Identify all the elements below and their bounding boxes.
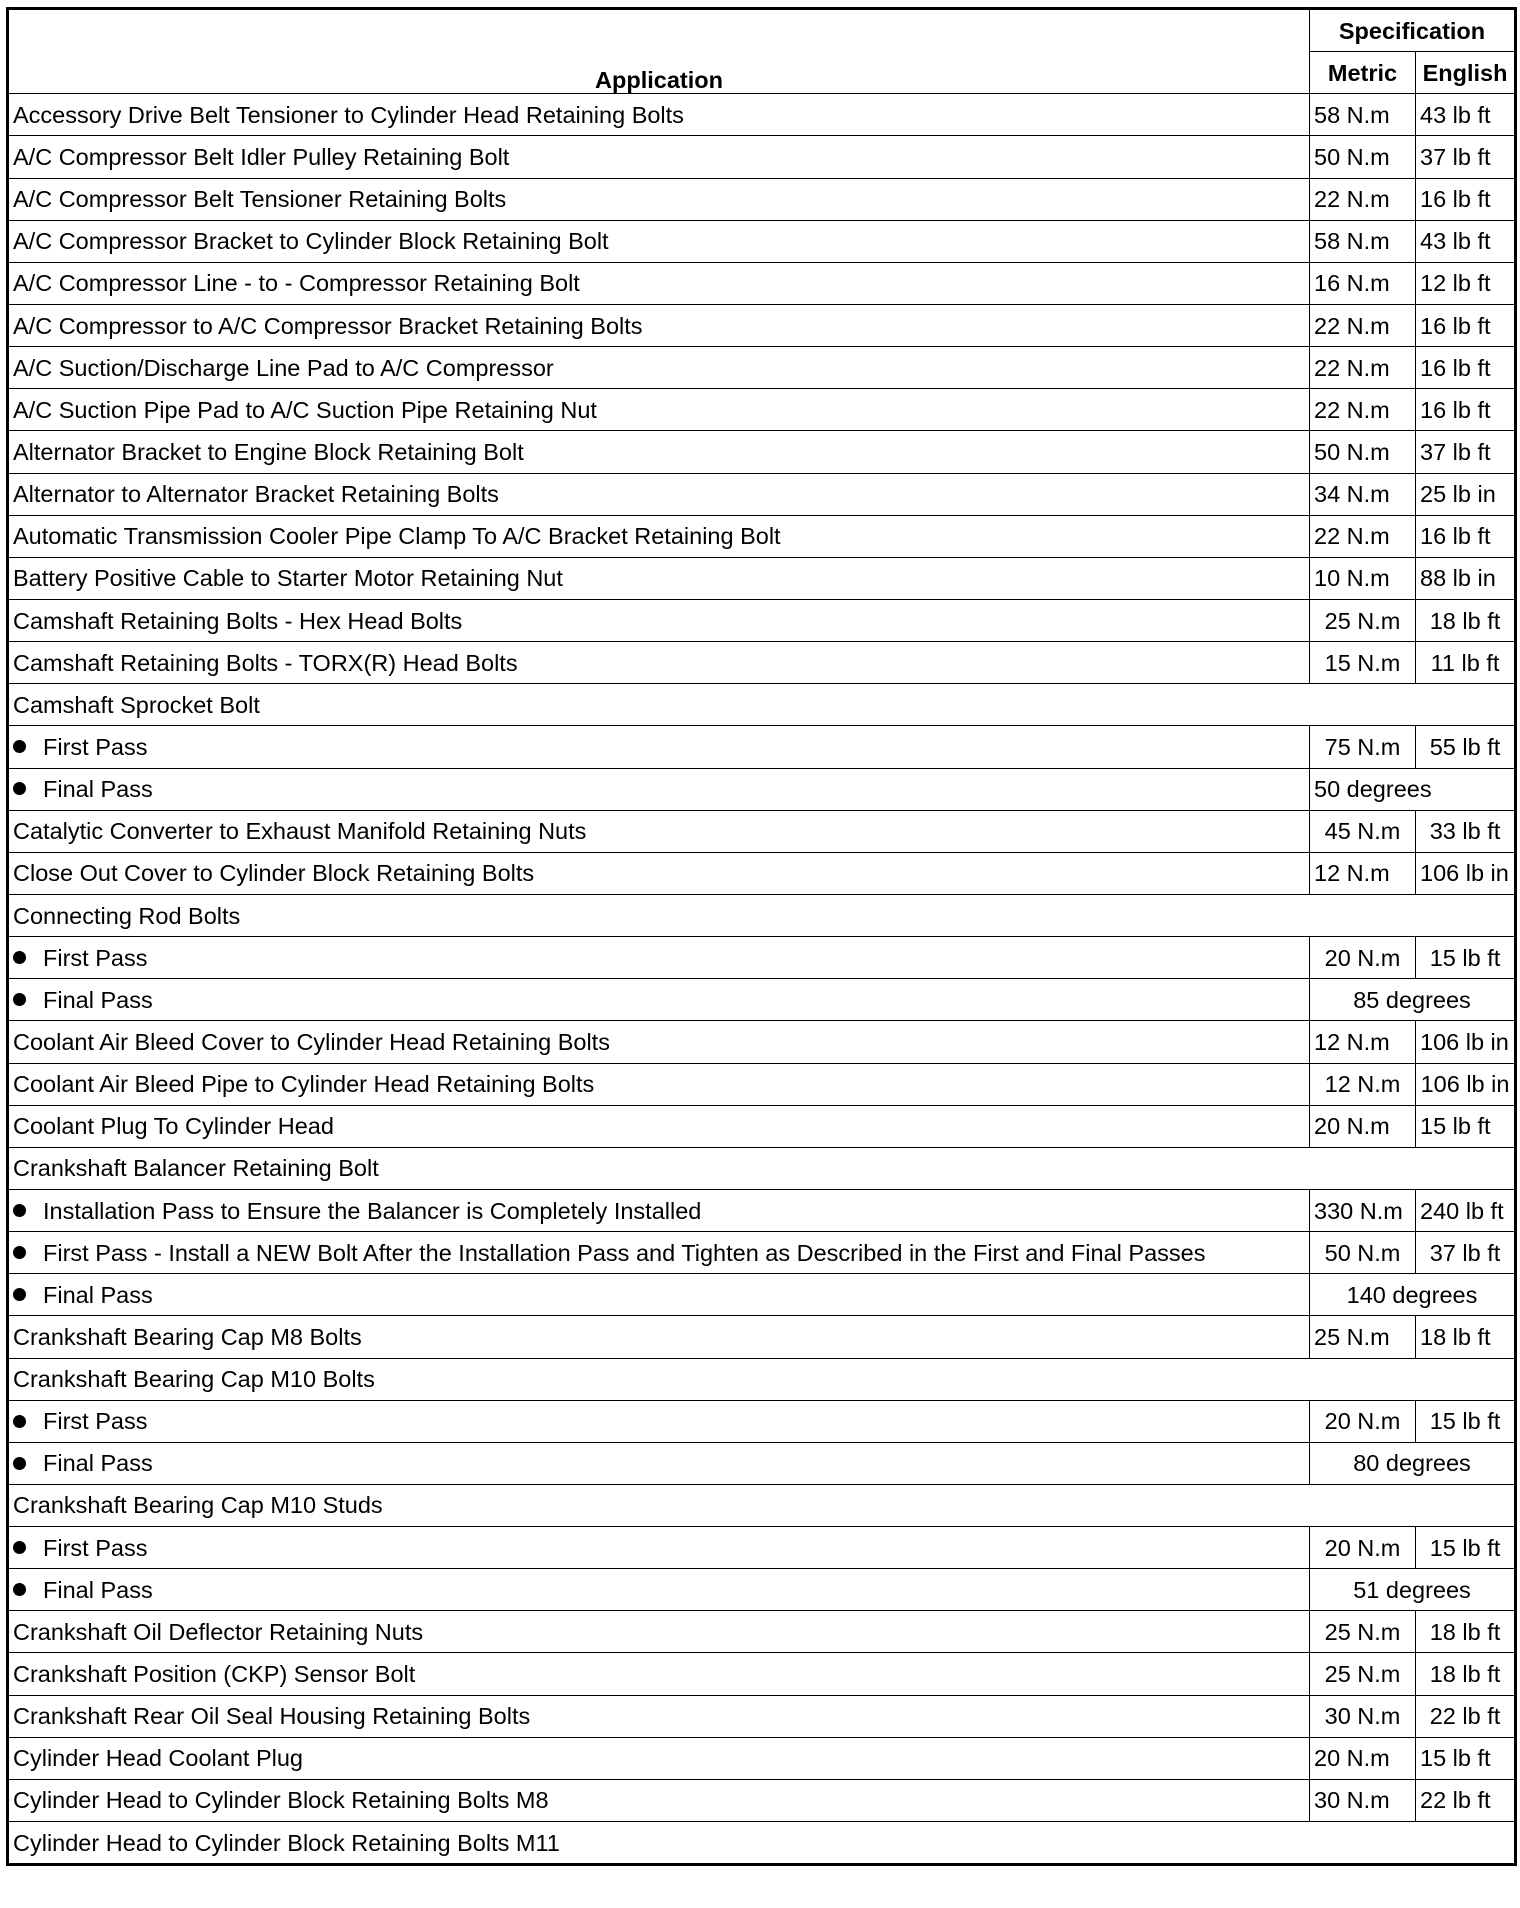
sub-step — [13, 1577, 153, 1603]
table-row — [8, 642, 1516, 684]
header-row-top — [8, 9, 1516, 52]
application-cell — [8, 1400, 1310, 1442]
table-row — [8, 1611, 1516, 1653]
bullet-icon — [13, 993, 26, 1006]
table-row — [8, 1400, 1516, 1442]
sub-step-label: First Pass — [43, 733, 148, 760]
table-row — [8, 473, 1516, 515]
metric-value: 58 N.m — [1310, 94, 1416, 136]
table-row — [8, 810, 1516, 852]
english-value: 18 lb ft — [1416, 1316, 1516, 1358]
application-cell: Close Out Cover to Cylinder Block Retaining Bolts — [8, 852, 1310, 894]
table-row — [8, 1442, 1516, 1484]
group-heading-cell: Connecting Rod Bolts — [8, 894, 1516, 936]
english-value: 12 lb ft — [1416, 262, 1516, 304]
bullet-icon — [13, 1288, 26, 1301]
group-heading-cell: Crankshaft Bearing Cap M10 Bolts — [8, 1358, 1516, 1400]
metric-value: 22 N.m — [1310, 347, 1416, 389]
metric-value: 20 N.m — [1310, 1105, 1416, 1147]
table-row — [8, 515, 1516, 557]
application-cell: Catalytic Converter to Exhaust Manifold Retaining Nuts — [8, 810, 1310, 852]
bullet-icon — [13, 782, 26, 795]
table-row — [8, 347, 1516, 389]
table-row — [8, 894, 1516, 936]
application-cell — [8, 1274, 1310, 1316]
application-cell: A/C Compressor Bracket to Cylinder Block Retaining Bolt — [8, 220, 1310, 262]
application-cell — [8, 726, 1310, 768]
english-value: 37 lb ft — [1416, 1232, 1516, 1274]
metric-value: 25 N.m — [1310, 599, 1416, 641]
metric-value: 25 N.m — [1310, 1653, 1416, 1695]
english-value: 106 lb in — [1416, 1021, 1516, 1063]
metric-value: 30 N.m — [1310, 1695, 1416, 1737]
application-cell: Crankshaft Rear Oil Seal Housing Retaining Bolts — [8, 1695, 1310, 1737]
application-cell — [8, 1232, 1310, 1274]
table-row — [8, 431, 1516, 473]
application-cell: A/C Suction/Discharge Line Pad to A/C Compressor — [8, 347, 1310, 389]
application-cell: Coolant Air Bleed Pipe to Cylinder Head Retaining Bolts — [8, 1063, 1310, 1105]
sub-step — [13, 1408, 147, 1434]
table-row — [8, 389, 1516, 431]
sub-step-label: Final Pass — [43, 1450, 153, 1477]
specification-column-header: Specification — [1310, 9, 1516, 52]
table-row — [8, 1737, 1516, 1779]
english-value: 240 lb ft — [1416, 1189, 1516, 1231]
metric-value: 15 N.m — [1310, 642, 1416, 684]
table-row — [8, 1189, 1516, 1231]
table-row — [8, 937, 1516, 979]
application-cell: Crankshaft Bearing Cap M8 Bolts — [8, 1316, 1310, 1358]
application-cell: Cylinder Head to Cylinder Block Retaining Bolts M8 — [8, 1779, 1310, 1821]
application-cell: Alternator to Alternator Bracket Retaining Bolts — [8, 473, 1310, 515]
table-row — [8, 684, 1516, 726]
metric-value: 16 N.m — [1310, 262, 1416, 304]
metric-value: 22 N.m — [1310, 304, 1416, 346]
application-cell: Accessory Drive Belt Tensioner to Cylinder Head Retaining Bolts — [8, 94, 1310, 136]
table-row — [8, 726, 1516, 768]
application-cell — [8, 768, 1310, 810]
table-row — [8, 1147, 1516, 1189]
table-row — [8, 599, 1516, 641]
metric-value: 50 N.m — [1310, 1232, 1416, 1274]
group-heading-cell: Crankshaft Bearing Cap M10 Studs — [8, 1484, 1516, 1526]
table-row — [8, 1316, 1516, 1358]
metric-value: 30 N.m — [1310, 1779, 1416, 1821]
metric-value: 22 N.m — [1310, 515, 1416, 557]
table-row — [8, 1232, 1516, 1274]
table-row — [8, 1358, 1516, 1400]
metric-value: 22 N.m — [1310, 389, 1416, 431]
english-value: 15 lb ft — [1416, 1400, 1516, 1442]
sub-step — [13, 734, 147, 760]
metric-value: 10 N.m — [1310, 557, 1416, 599]
english-value: 106 lb in — [1416, 1063, 1516, 1105]
group-heading-cell: Camshaft Sprocket Bolt — [8, 684, 1516, 726]
metric-value: 20 N.m — [1310, 1527, 1416, 1569]
torque-spec-table-wrapper — [6, 7, 1517, 1866]
angle-value: 51 degrees — [1310, 1569, 1516, 1611]
sub-step — [13, 1282, 153, 1308]
english-value: 22 lb ft — [1416, 1779, 1516, 1821]
sub-step — [13, 987, 153, 1013]
metric-value: 45 N.m — [1310, 810, 1416, 852]
sub-step-label: First Pass — [43, 944, 148, 971]
table-row — [8, 1569, 1516, 1611]
metric-value: 330 N.m — [1310, 1189, 1416, 1231]
application-cell: Coolant Air Bleed Cover to Cylinder Head Retaining Bolts — [8, 1021, 1310, 1063]
metric-column-header: Metric — [1310, 52, 1416, 94]
application-cell: Camshaft Retaining Bolts - Hex Head Bolts — [8, 599, 1310, 641]
sub-step-label: Final Pass — [43, 986, 153, 1013]
sub-step-label: Final Pass — [43, 1281, 153, 1308]
english-value: 106 lb in — [1416, 852, 1516, 894]
group-heading-cell: Crankshaft Balancer Retaining Bolt — [8, 1147, 1516, 1189]
sub-step — [13, 945, 147, 971]
english-value: 15 lb ft — [1416, 937, 1516, 979]
table-row — [8, 304, 1516, 346]
metric-value: 25 N.m — [1310, 1316, 1416, 1358]
metric-value: 20 N.m — [1310, 1737, 1416, 1779]
english-value: 37 lb ft — [1416, 136, 1516, 178]
metric-value: 58 N.m — [1310, 220, 1416, 262]
table-row — [8, 262, 1516, 304]
bullet-icon — [13, 1246, 26, 1259]
english-value: 16 lb ft — [1416, 389, 1516, 431]
application-cell: Camshaft Retaining Bolts - TORX(R) Head Bolts — [8, 642, 1310, 684]
english-column-header: English — [1416, 52, 1516, 94]
english-value: 18 lb ft — [1416, 1611, 1516, 1653]
table-row — [8, 1484, 1516, 1526]
table-row — [8, 94, 1516, 136]
table-row — [8, 1527, 1516, 1569]
english-value: 43 lb ft — [1416, 94, 1516, 136]
application-cell — [8, 979, 1310, 1021]
bullet-icon — [13, 1415, 26, 1428]
application-column-header: Application — [8, 9, 1310, 94]
table-row — [8, 1822, 1516, 1865]
sub-step — [13, 1535, 147, 1561]
application-cell: Alternator Bracket to Engine Block Retaining Bolt — [8, 431, 1310, 473]
angle-value: 80 degrees — [1310, 1442, 1516, 1484]
english-value: 88 lb in — [1416, 557, 1516, 599]
english-value: 15 lb ft — [1416, 1527, 1516, 1569]
table-row — [8, 136, 1516, 178]
sub-step-label: Final Pass — [43, 1576, 153, 1603]
table-row — [8, 1695, 1516, 1737]
bullet-icon — [13, 951, 26, 964]
english-value: 15 lb ft — [1416, 1105, 1516, 1147]
metric-value: 22 N.m — [1310, 178, 1416, 220]
application-cell: Coolant Plug To Cylinder Head — [8, 1105, 1310, 1147]
application-cell: Automatic Transmission Cooler Pipe Clamp To A/C Bracket Retaining Bolt — [8, 515, 1310, 557]
table-row — [8, 1274, 1516, 1316]
table-row — [8, 979, 1516, 1021]
english-value: 22 lb ft — [1416, 1695, 1516, 1737]
table-row — [8, 1779, 1516, 1821]
application-cell: A/C Compressor Line - to - Compressor Retaining Bolt — [8, 262, 1310, 304]
sub-step-label: First Pass — [43, 1534, 148, 1561]
sub-step — [13, 1240, 1205, 1266]
english-value: 15 lb ft — [1416, 1737, 1516, 1779]
english-value: 18 lb ft — [1416, 599, 1516, 641]
table-row — [8, 178, 1516, 220]
english-value: 16 lb ft — [1416, 515, 1516, 557]
english-value: 43 lb ft — [1416, 220, 1516, 262]
application-cell — [8, 1569, 1310, 1611]
angle-value: 140 degrees — [1310, 1274, 1516, 1316]
application-cell — [8, 1189, 1310, 1231]
table-row — [8, 1105, 1516, 1147]
bullet-icon — [13, 1583, 26, 1596]
metric-value: 25 N.m — [1310, 1611, 1416, 1653]
application-cell: A/C Compressor Belt Tensioner Retaining Bolts — [8, 178, 1310, 220]
english-value: 18 lb ft — [1416, 1653, 1516, 1695]
table-row — [8, 852, 1516, 894]
metric-value: 75 N.m — [1310, 726, 1416, 768]
metric-value: 20 N.m — [1310, 937, 1416, 979]
english-value: 16 lb ft — [1416, 178, 1516, 220]
bullet-icon — [13, 740, 26, 753]
english-value: 37 lb ft — [1416, 431, 1516, 473]
metric-value: 12 N.m — [1310, 1063, 1416, 1105]
application-cell — [8, 937, 1310, 979]
sub-step-label: Final Pass — [43, 776, 153, 803]
sub-step-label: First Pass - Install a NEW Bolt After the Installation Pass and Tighten as Described in the First and Final Passes — [43, 1239, 1206, 1266]
table-row — [8, 768, 1516, 810]
sub-step-label: Installation Pass to Ensure the Balancer is Completely Installed — [43, 1197, 702, 1224]
sub-step — [13, 1450, 153, 1476]
application-cell: A/C Suction Pipe Pad to A/C Suction Pipe Retaining Nut — [8, 389, 1310, 431]
application-cell — [8, 1527, 1310, 1569]
table-row — [8, 557, 1516, 599]
sub-step — [13, 776, 153, 802]
angle-value: 85 degrees — [1310, 979, 1516, 1021]
table-row — [8, 1653, 1516, 1695]
english-value: 16 lb ft — [1416, 347, 1516, 389]
application-cell: A/C Compressor Belt Idler Pulley Retaining Bolt — [8, 136, 1310, 178]
english-value: 11 lb ft — [1416, 642, 1516, 684]
angle-value: 50 degrees — [1310, 768, 1516, 810]
application-cell — [8, 1442, 1310, 1484]
table-row — [8, 1063, 1516, 1105]
bullet-icon — [13, 1204, 26, 1217]
bullet-icon — [13, 1541, 26, 1554]
metric-value: 50 N.m — [1310, 431, 1416, 473]
english-value: 55 lb ft — [1416, 726, 1516, 768]
application-cell: Battery Positive Cable to Starter Motor Retaining Nut — [8, 557, 1310, 599]
application-cell: A/C Compressor to A/C Compressor Bracket Retaining Bolts — [8, 304, 1310, 346]
metric-value: 34 N.m — [1310, 473, 1416, 515]
metric-value: 12 N.m — [1310, 852, 1416, 894]
english-value: 33 lb ft — [1416, 810, 1516, 852]
application-cell: Cylinder Head Coolant Plug — [8, 1737, 1310, 1779]
english-value: 16 lb ft — [1416, 304, 1516, 346]
english-value: 25 lb in — [1416, 473, 1516, 515]
table-row — [8, 1021, 1516, 1063]
metric-value: 20 N.m — [1310, 1400, 1416, 1442]
metric-value: 12 N.m — [1310, 1021, 1416, 1063]
torque-spec-table — [6, 7, 1517, 1866]
sub-step — [13, 1198, 701, 1224]
table-body — [8, 94, 1516, 1865]
application-cell: Crankshaft Position (CKP) Sensor Bolt — [8, 1653, 1310, 1695]
metric-value: 50 N.m — [1310, 136, 1416, 178]
sub-step-label: First Pass — [43, 1408, 148, 1435]
table-row — [8, 220, 1516, 262]
group-heading-cell: Cylinder Head to Cylinder Block Retaining Bolts M11 — [8, 1822, 1516, 1865]
application-cell: Crankshaft Oil Deflector Retaining Nuts — [8, 1611, 1310, 1653]
bullet-icon — [13, 1457, 26, 1470]
